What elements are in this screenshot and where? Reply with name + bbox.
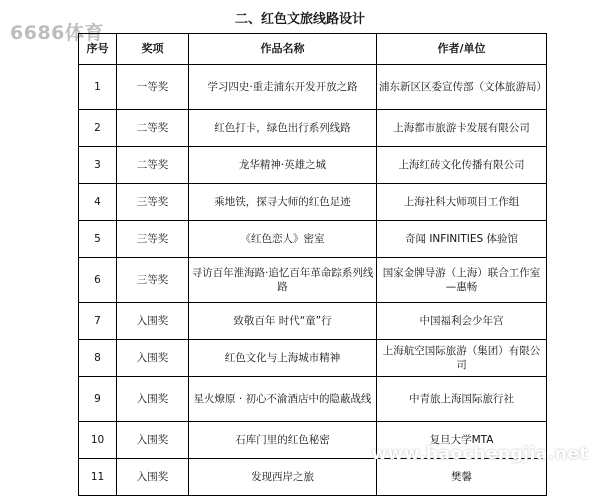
cell-award: 三等奖 <box>117 221 189 258</box>
cell-award: 二等奖 <box>117 110 189 147</box>
table-row <box>79 459 547 496</box>
cell-index: 2 <box>79 110 117 147</box>
cell-author: 国家金牌导游（上海）联合工作室—惠畅 <box>377 258 547 303</box>
table-row <box>79 147 547 184</box>
cell-index: 7 <box>79 303 117 340</box>
cell-author: 中国福利会少年宫 <box>377 303 547 340</box>
table-row <box>79 303 547 340</box>
cell-award: 入围奖 <box>117 377 189 422</box>
table-row <box>79 377 547 422</box>
cell-index: 10 <box>79 422 117 459</box>
cell-name: 石库门里的红色秘密 <box>189 422 377 459</box>
cell-award: 三等奖 <box>117 184 189 221</box>
table-row <box>79 65 547 110</box>
table-row <box>79 221 547 258</box>
cell-author: 樊馨 <box>377 459 547 496</box>
cell-index: 1 <box>79 65 117 110</box>
cell-name: 龙华精神·英雄之城 <box>189 147 377 184</box>
column-header-author: 作者/单位 <box>377 34 547 65</box>
cell-index: 5 <box>79 221 117 258</box>
cell-name: 《红色恋人》密室 <box>189 221 377 258</box>
table-row <box>79 258 547 303</box>
cell-award: 一等奖 <box>117 65 189 110</box>
cell-award: 入围奖 <box>117 303 189 340</box>
cell-author: 中青旅上海国际旅行社 <box>377 377 547 422</box>
column-header-name: 作品名称 <box>189 34 377 65</box>
cell-index: 8 <box>79 340 117 377</box>
cell-name: 星火燎原 · 初心不渝酒店中的隐蔽战线 <box>189 377 377 422</box>
cell-name: 乘地铁，探寻大师的红色足迹 <box>189 184 377 221</box>
cell-name: 寻访百年淮海路·追忆百年革命踪系列线路 <box>189 258 377 303</box>
cell-index: 9 <box>79 377 117 422</box>
cell-award: 入围奖 <box>117 459 189 496</box>
column-header-index: 序号 <box>79 34 117 65</box>
table-row <box>79 184 547 221</box>
table-header <box>79 34 547 65</box>
cell-award: 入围奖 <box>117 340 189 377</box>
cell-author: 复旦大学MTA <box>377 422 547 459</box>
cell-author: 上海社科大师项目工作组 <box>377 184 547 221</box>
cell-author: 奇闻 INFINITIES 体验馆 <box>377 221 547 258</box>
cell-index: 3 <box>79 147 117 184</box>
cell-name: 学习四史·重走浦东开发开放之路 <box>189 65 377 110</box>
cell-name: 红色文化与上海城市精神 <box>189 340 377 377</box>
cell-name: 致敬百年 时代“童”行 <box>189 303 377 340</box>
cell-index: 6 <box>79 258 117 303</box>
cell-author: 上海都市旅游卡发展有限公司 <box>377 110 547 147</box>
watermark-top-left: 6686体育 <box>10 22 104 44</box>
award-table <box>78 33 547 496</box>
page-title: 二、红色文旅线路设计 <box>234 12 365 27</box>
cell-author: 浦东新区区委宣传部（文体旅游局） <box>377 65 547 110</box>
cell-index: 4 <box>79 184 117 221</box>
cell-name: 红色打卡，绿色出行系列线路 <box>189 110 377 147</box>
cell-author: 上海航空国际旅游（集团）有限公司 <box>377 340 547 377</box>
cell-award: 二等奖 <box>117 147 189 184</box>
watermark-bottom-right: www.haochengjia.net <box>371 444 588 464</box>
award-table-container <box>78 33 546 496</box>
cell-award: 入围奖 <box>117 422 189 459</box>
cell-index: 11 <box>79 459 117 496</box>
cell-name: 发现西岸之旅 <box>189 459 377 496</box>
column-header-award: 奖项 <box>117 34 189 65</box>
table-row <box>79 340 547 377</box>
cell-award: 三等奖 <box>117 258 189 303</box>
cell-author: 上海红砖文化传播有限公司 <box>377 147 547 184</box>
table-body <box>79 65 547 496</box>
table-row <box>79 110 547 147</box>
table-header-row <box>79 34 547 65</box>
